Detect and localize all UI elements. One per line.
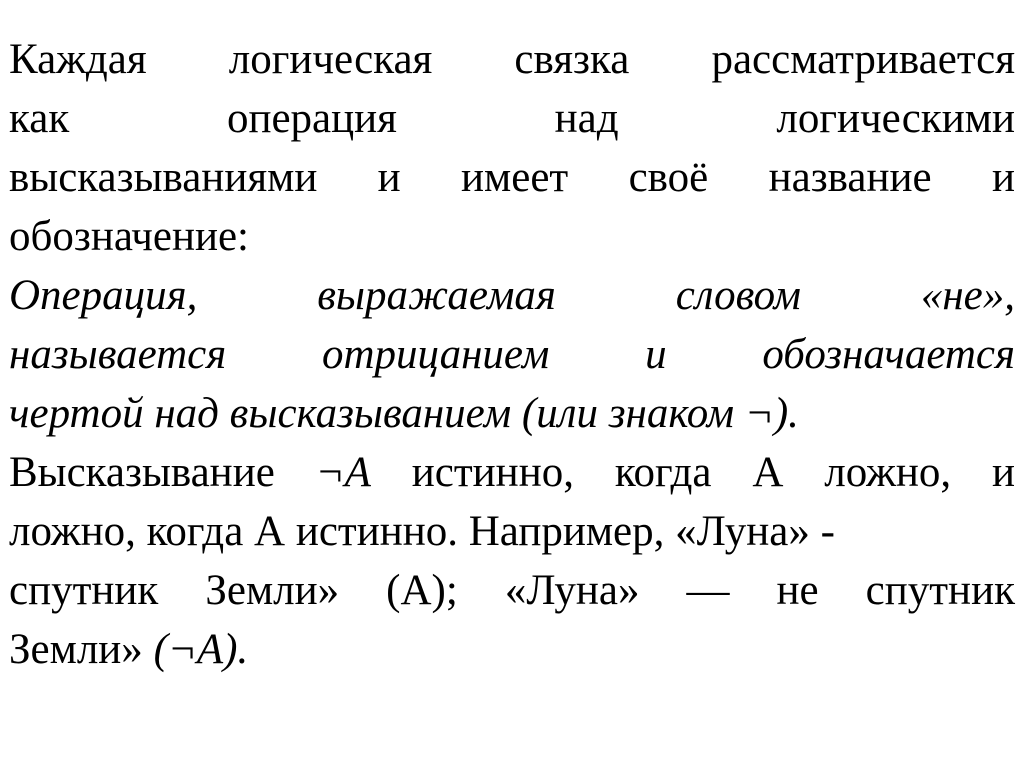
word: спутник [9, 567, 159, 614]
p3-line-2: ложно, когда А истинно. Например, «Луна» - [9, 508, 835, 555]
word: логическая [228, 36, 433, 83]
slide-text [9, 30, 1015, 679]
word: своё [628, 154, 709, 201]
p1-line-4: обозначение: [9, 213, 250, 260]
word: и [645, 331, 667, 378]
word: (А); [386, 567, 458, 614]
word: истинно, [411, 449, 574, 496]
word: рассматривается [711, 36, 1015, 83]
word: когда [614, 449, 712, 496]
word: Высказывание [9, 449, 275, 496]
word: называется [9, 331, 227, 378]
word: «не», [920, 272, 1015, 319]
negation-a-paren: (¬A). [153, 626, 249, 673]
p3-line-3 [9, 561, 1015, 620]
word: над [554, 95, 619, 142]
word: и [377, 154, 401, 201]
p2-line-3: чертой над высказыванием (или знаком ¬). [9, 390, 799, 437]
p1-line-3 [9, 148, 1015, 207]
p1-line-1 [9, 30, 1015, 89]
word: «Луна» [504, 567, 640, 614]
word: связка [514, 36, 630, 83]
negation-a: ¬A [315, 449, 371, 496]
word: не [776, 567, 819, 614]
word: — [686, 567, 730, 614]
word: название [768, 154, 932, 201]
word: Земли» [9, 626, 143, 673]
word: выражаемая [317, 272, 556, 319]
word: отрицанием [322, 331, 550, 378]
word: и [991, 449, 1015, 496]
p3-line-4 [9, 620, 1015, 679]
word: высказываниями [9, 154, 318, 201]
word: Земли» [205, 567, 340, 614]
p3-line-1 [9, 443, 1015, 502]
word: А [752, 449, 784, 496]
word: спутник [865, 567, 1015, 614]
word: обозначается [762, 331, 1015, 378]
word: Каждая [9, 36, 147, 83]
p2-line-2 [9, 325, 1015, 384]
word: словом [675, 272, 801, 319]
word: ложно, [824, 449, 952, 496]
word: и [991, 154, 1015, 201]
word: логическими [776, 95, 1015, 142]
word: имеет [461, 154, 569, 201]
p2-line-1 [9, 266, 1015, 325]
word: как [9, 95, 70, 142]
word: Операция, [9, 272, 198, 319]
p1-line-2 [9, 89, 1015, 148]
word: операция [226, 95, 397, 142]
